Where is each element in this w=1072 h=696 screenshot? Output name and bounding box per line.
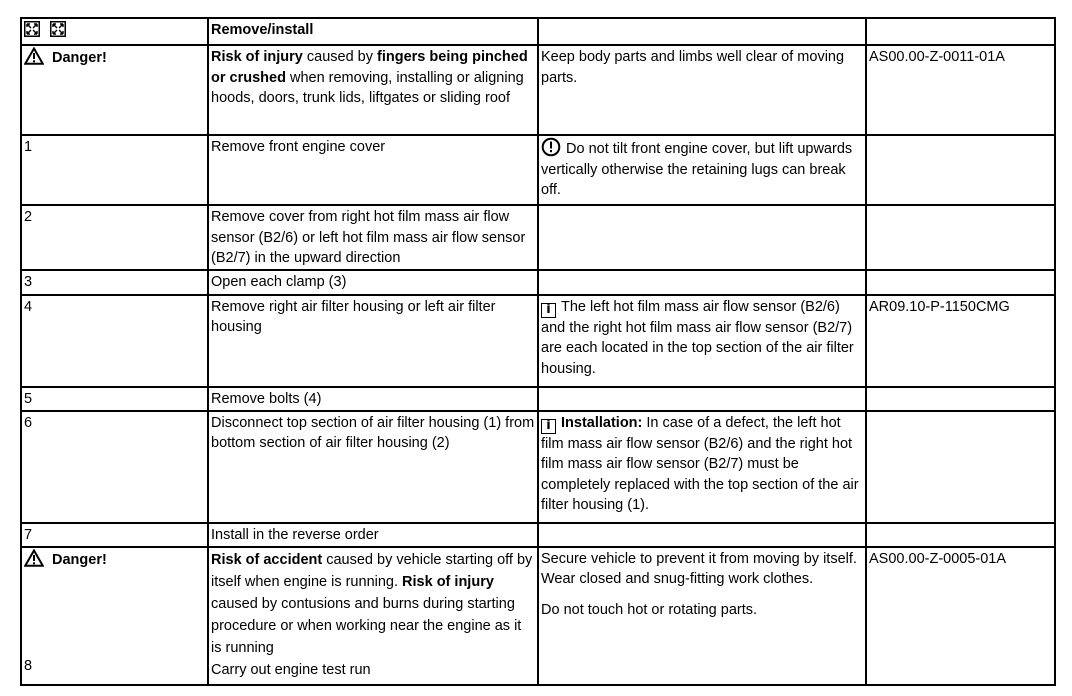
step-text: Carry out engine test run [211,661,371,678]
step-row [21,411,1055,523]
step-text: Remove right air filter housing or left air filter housing [211,298,496,335]
procedure-table [20,17,1056,686]
header-row [21,18,1055,45]
step-row [21,135,1055,205]
warning-triangle-icon [24,47,44,65]
danger-label-cell [21,45,208,135]
step-row [21,523,1055,547]
document-reference-link[interactable]: AS00.00-Z-0005-01A [869,550,1007,567]
step-row [21,270,1055,295]
info-icon: i [541,419,556,434]
danger-row [21,547,1055,685]
risk-bold: fingers being pinched or crushed [211,49,528,86]
step-number: 2 [24,209,33,225]
step-note: In case of a defect, the left hot film mass air flow sensor (B2/6) and the right hot film mass air flow sensor (B2/7) must be completely replaced with the top section of the air filter housing (1). [541,414,859,513]
warning-triangle-icon [24,549,44,567]
step-number: 8 [24,658,33,674]
header-icons-cell [21,18,208,45]
step-number: 6 [24,414,33,431]
header-empty-cell [538,18,866,45]
measure-text: Wear closed and snug-fitting work clothes. [541,571,814,587]
step-number: 1 [24,139,33,155]
step-number: 7 [24,526,33,543]
document-reference-link[interactable]: AR09.10-P-1150CMG [869,298,1010,315]
step-text: Open each clamp (3) [211,273,347,290]
measure-text: Do not touch hot or rotating parts. [541,601,758,618]
danger-risk-cell [208,547,538,685]
step-note: The left hot film mass air flow sensor (B2/6) and the right hot film mass air flow sensor (B2/7) are each located in the top section of the air filter housing. [541,298,854,377]
measure-text: Secure vehicle to prevent it from moving by itself. [541,550,857,567]
expand-icon [24,21,40,37]
caution-icon [541,137,561,157]
step-row [21,387,1055,411]
risk-text: caused by [302,49,378,65]
step-number: 5 [24,390,33,407]
expand-icon [50,21,66,37]
step-row [21,295,1055,387]
info-icon: i [541,303,556,318]
header-title [208,18,538,45]
risk-text: when removing, installing or aligning hoods, doors, trunk lids, liftgates or sliding roof [211,69,524,106]
danger-measure-cell [538,45,866,135]
installation-label: Installation: [561,414,643,431]
document-reference-link[interactable]: AS00.00-Z-0011-01A [869,49,1005,65]
header-empty-cell [866,18,1055,45]
step-number: 3 [24,273,33,290]
header-title-text: Remove/install [211,22,314,38]
step-text: Disconnect top section of air filter housing (1) from bottom section of air filter housing (2) [211,414,535,451]
step-text: Install in the reverse order [211,526,379,543]
step-text: Remove cover from right hot film mass air flow sensor (B2/6) or left hot film mass air flow sensor (B2/7) in the upward direction [211,209,526,266]
danger-label: Danger! [52,551,107,568]
danger-label-cell [21,547,208,685]
step-row [21,205,1055,270]
danger-ref-cell [866,45,1055,135]
risk-text: caused by contusions and burns during starting procedure or when working near the engine as it is running [211,595,522,656]
risk-text: caused by vehicle starting off by itself when engine is running. [211,551,533,590]
risk-bold: Risk of accident [211,551,323,568]
danger-row [21,45,1055,135]
danger-ref-cell [866,547,1055,685]
risk-bold: Risk of injury [402,573,494,590]
step-number: 4 [24,298,33,315]
danger-measure-cell [538,547,866,685]
danger-risk-cell [208,45,538,135]
risk-bold: Risk of injury [211,49,303,65]
step-text: Remove bolts (4) [211,390,322,407]
step-text: Remove front engine cover [211,139,386,155]
measure-text: Keep body parts and limbs well clear of moving parts. [541,49,845,86]
danger-label: Danger! [52,50,107,66]
step-note: Do not tilt front engine cover, but lift upwards vertically otherwise the retaining lugs can break off. [541,141,853,198]
